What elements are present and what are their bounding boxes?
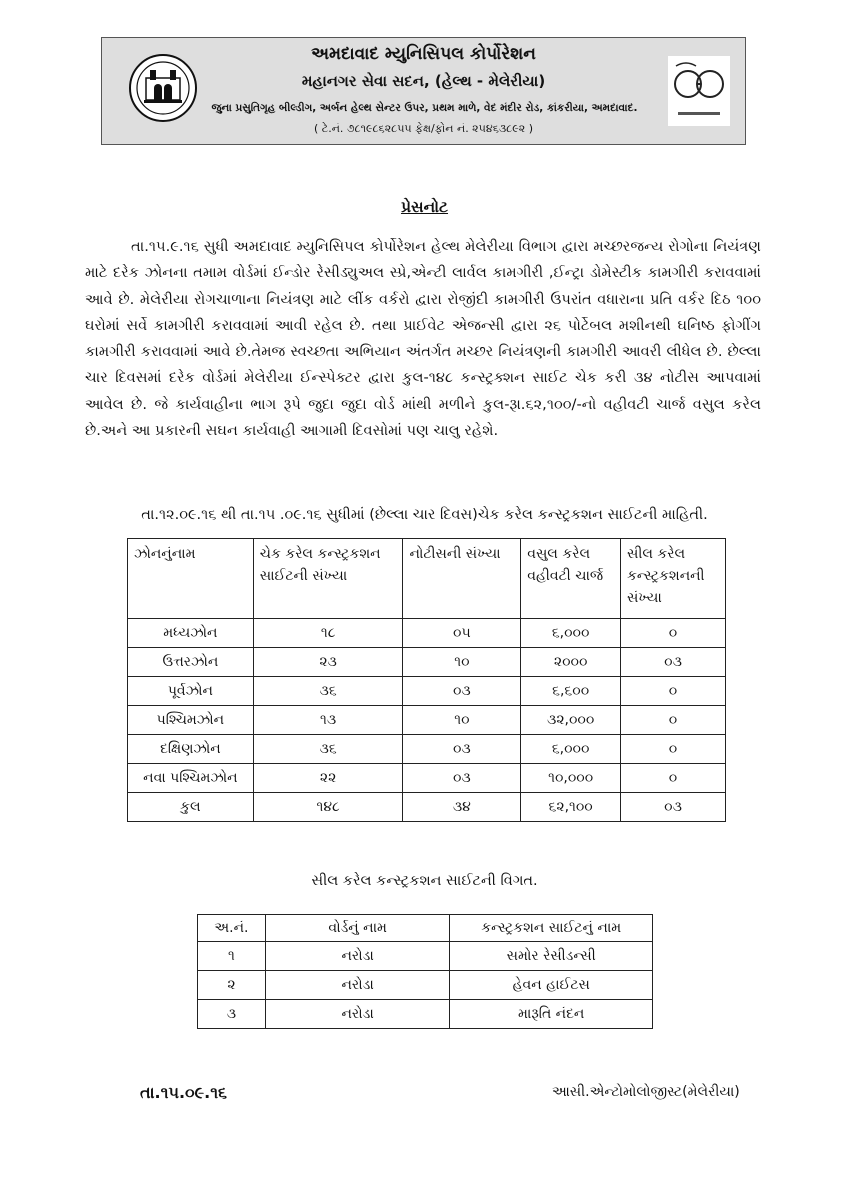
sites-cell: ૧૩ xyxy=(253,706,403,735)
table-total-row xyxy=(128,793,726,822)
ward-cell: નરોડા xyxy=(265,971,450,1000)
department-name: મહાનગર સેવા સદન, (હેલ્થ - મેલેરીયા) xyxy=(301,72,546,90)
serial-cell: ૧ xyxy=(198,942,266,971)
zone-cell: કુલ xyxy=(128,793,254,822)
table-row xyxy=(198,971,653,1000)
sealed-cell: ૦૩ xyxy=(621,648,726,677)
table-row xyxy=(128,764,726,793)
header-sealed-count: સીલ કરેલ કન્સ્ટ્રકશનની સંખ્યા xyxy=(621,539,726,619)
letterhead xyxy=(101,37,746,145)
zone-cell: મધ્યઝોન xyxy=(128,619,254,648)
charge-cell: ૬,૦૦૦ xyxy=(521,619,621,648)
sites-cell: ૧૪૮ xyxy=(253,793,403,822)
contact-numbers: ( ટે.નં. ૭૮૧૯૮૬૨૮૫૫ ફેક્ષ/ફોન નં. ૨૫૪૬૩૮૯૨ ) xyxy=(314,122,533,135)
table-row xyxy=(128,648,726,677)
sites-cell: ૨૨ xyxy=(253,764,403,793)
zone-cell: પશ્ચિમઝોન xyxy=(128,706,254,735)
site-cell: હેવન હાઈટસ xyxy=(450,971,653,1000)
sealed-cell: ૦૩ xyxy=(621,793,726,822)
header-ward: વોર્ડનું નામ xyxy=(265,915,450,942)
sealed-sites-table xyxy=(197,914,653,1029)
ward-cell: નરોડા xyxy=(265,1000,450,1029)
zone-cell: નવા પશ્ચિમઝોન xyxy=(128,764,254,793)
zone-construction-table xyxy=(127,538,726,822)
table-row xyxy=(128,619,726,648)
serial-cell: ૨ xyxy=(198,971,266,1000)
press-note-heading: પ્રેસનોટ xyxy=(400,198,449,216)
sites-cell: ૨૩ xyxy=(253,648,403,677)
charge-cell: ૬૨,૧૦૦ xyxy=(521,793,621,822)
table-header-row xyxy=(128,539,726,619)
zone-table-title: તા.૧૨.૦૯.૧૬ થી તા.૧૫ .૦૯.૧૬ સુધીમાં (છેલ્લા ચાર દિવસ)ચેક કરેલ કન્સ્ટ્રકશન સાઈટની માહિતી. xyxy=(141,507,708,523)
sealed-cell: ૦ xyxy=(621,735,726,764)
table-row xyxy=(198,1000,653,1029)
header-checked-sites: ચેક કરેલ કન્સ્ટ્રકશન સાઈટની સંખ્યા xyxy=(253,539,403,619)
sealed-cell: ૦ xyxy=(621,706,726,735)
sealed-cell: ૦ xyxy=(621,619,726,648)
charge-cell: ૩૨,૦૦૦ xyxy=(521,706,621,735)
charge-cell: ૬,૦૦૦ xyxy=(521,735,621,764)
table-row xyxy=(128,735,726,764)
table-header-row xyxy=(198,915,653,942)
header-charge-collected: વસુલ કરેલ વહીવટી ચાર્જ xyxy=(521,539,621,619)
sites-cell: ૩૬ xyxy=(253,677,403,706)
table-row xyxy=(198,942,653,971)
notices-cell: ૧૦ xyxy=(403,706,521,735)
notices-cell: ૦૩ xyxy=(403,677,521,706)
header-notices: નોટીસની સંખ્યા xyxy=(403,539,521,619)
notices-cell: ૧૦ xyxy=(403,648,521,677)
sites-cell: ૩૬ xyxy=(253,735,403,764)
notices-cell: ૦૩ xyxy=(403,735,521,764)
serial-cell: ૩ xyxy=(198,1000,266,1029)
notices-cell: ૦૩ xyxy=(403,764,521,793)
zone-cell: દક્ષિણઝોન xyxy=(128,735,254,764)
sealed-cell: ૦ xyxy=(621,764,726,793)
ward-cell: નરોડા xyxy=(265,942,450,971)
org-name: અમદાવાદ મ્યુનિસિપલ કોર્પોરેશન xyxy=(311,44,536,64)
header-serial: અ.નં. xyxy=(198,915,266,942)
swachh-bharat-logo-icon xyxy=(668,56,730,126)
table-row xyxy=(128,677,726,706)
site-cell: મારૂતિ નંદન xyxy=(450,1000,653,1029)
charge-cell: ૧૦,૦૦૦ xyxy=(521,764,621,793)
site-cell: સમોર રેસીડન્સી xyxy=(450,942,653,971)
table-row xyxy=(128,706,726,735)
sites-cell: ૧૮ xyxy=(253,619,403,648)
office-address: જુના પ્રસુતિગૃહ બીલ્ડીગ, અર્બન હેલ્થ સેન્ટર ઉપર, પ્રથમ માળે, વેદ મંદીર રોડ, કાંકરીયા, અમદાવાદ. xyxy=(211,102,638,114)
charge-cell: ૬,૬૦૦ xyxy=(521,677,621,706)
notices-cell: ૩૪ xyxy=(403,793,521,822)
notices-cell: ૦૫ xyxy=(403,619,521,648)
header-zone-name: ઝોનનુંનામ xyxy=(128,539,254,619)
sealed-sites-title: સીલ કરેલ કન્સ્ટ્રકશન સાઈટની વિગત. xyxy=(311,873,538,889)
press-note-body: તા.૧૫.૯.૧૬ સુધી અમદાવાદ મ્યુનિસિપલ કોર્પોરેશન હેલ્થ મેલેરીયા વિભાગ દ્વારા મચ્છરજન્ય રોગોના નિયંત્રણ માટે દરેક ઝોનના તમામ વોર્ડમાં ઈન્ડોર રેસીડ્યુઅલ સ્પ્રે,એન્ટી લાર્વલ કામગીરી ,ઈન્ટ્રા ડોમેસ્ટીક કામગીરી કરાવવામાં આવે છે. મેલેરીયા રોગચાળાના નિયંત્રણ માટે લીંક વર્કરો દ્વારા રોજીંદી કામગીરી ઉપરાંત વધારાના પ્રતિ વર્કર દિઠ ૧૦૦ ઘરોમાં સર્વે કામગીરી કરાવવામાં આવી રહેલ છે. તથા પ્રાઈવેટ એજન્સી દ્વારા ૨૬ પોર્ટેબલ મશીનથી ઘનિષ્ઠ ફોગીંગ કામગીરી કરાવવામાં આવે છે.તેમજ સ્વચ્છતા અભિયાન અંતર્ગત મચ્છર નિયંત્રણની કામગીરી આવરી લીધેલ છે. છેલ્લા ચાર દિવસમાં દરેક વોર્ડમાં મેલેરીયા ઈન્સ્પેક્ટર દ્વારા કુલ-૧૪૮ કન્સ્ટ્રક્શન સાઈટ ચેક કરી ૩૪ નોટીસ આપવામાં આવેલ છે. જે કાર્યવાહીના ભાગ રૂપે જુદા જુદા વોર્ડ માંથી મળીને કુલ-રૂા.૬૨,૧૦૦/-નો વહીવટી ચાર્જ વસુલ કરેલ છે.અને આ પ્રકારની સઘન કાર્યવાહી આગામી દિવસોમાં પણ ચાલુ રહેશે. xyxy=(85,238,761,440)
zone-cell: પૂર્વઝોન xyxy=(128,677,254,706)
zone-cell: ઉત્તરઝોન xyxy=(128,648,254,677)
issue-date: તા.૧૫.૦૯.૧૬ xyxy=(140,1083,228,1102)
header-site-name: કન્સ્ટ્રકશન સાઈટનું નામ xyxy=(450,915,653,942)
signatory: આસી.એન્ટોમોલોજીસ્ટ(મેલેરીયા) xyxy=(552,1084,740,1100)
sealed-cell: ૦ xyxy=(621,677,726,706)
charge-cell: ૨૦૦૦ xyxy=(521,648,621,677)
